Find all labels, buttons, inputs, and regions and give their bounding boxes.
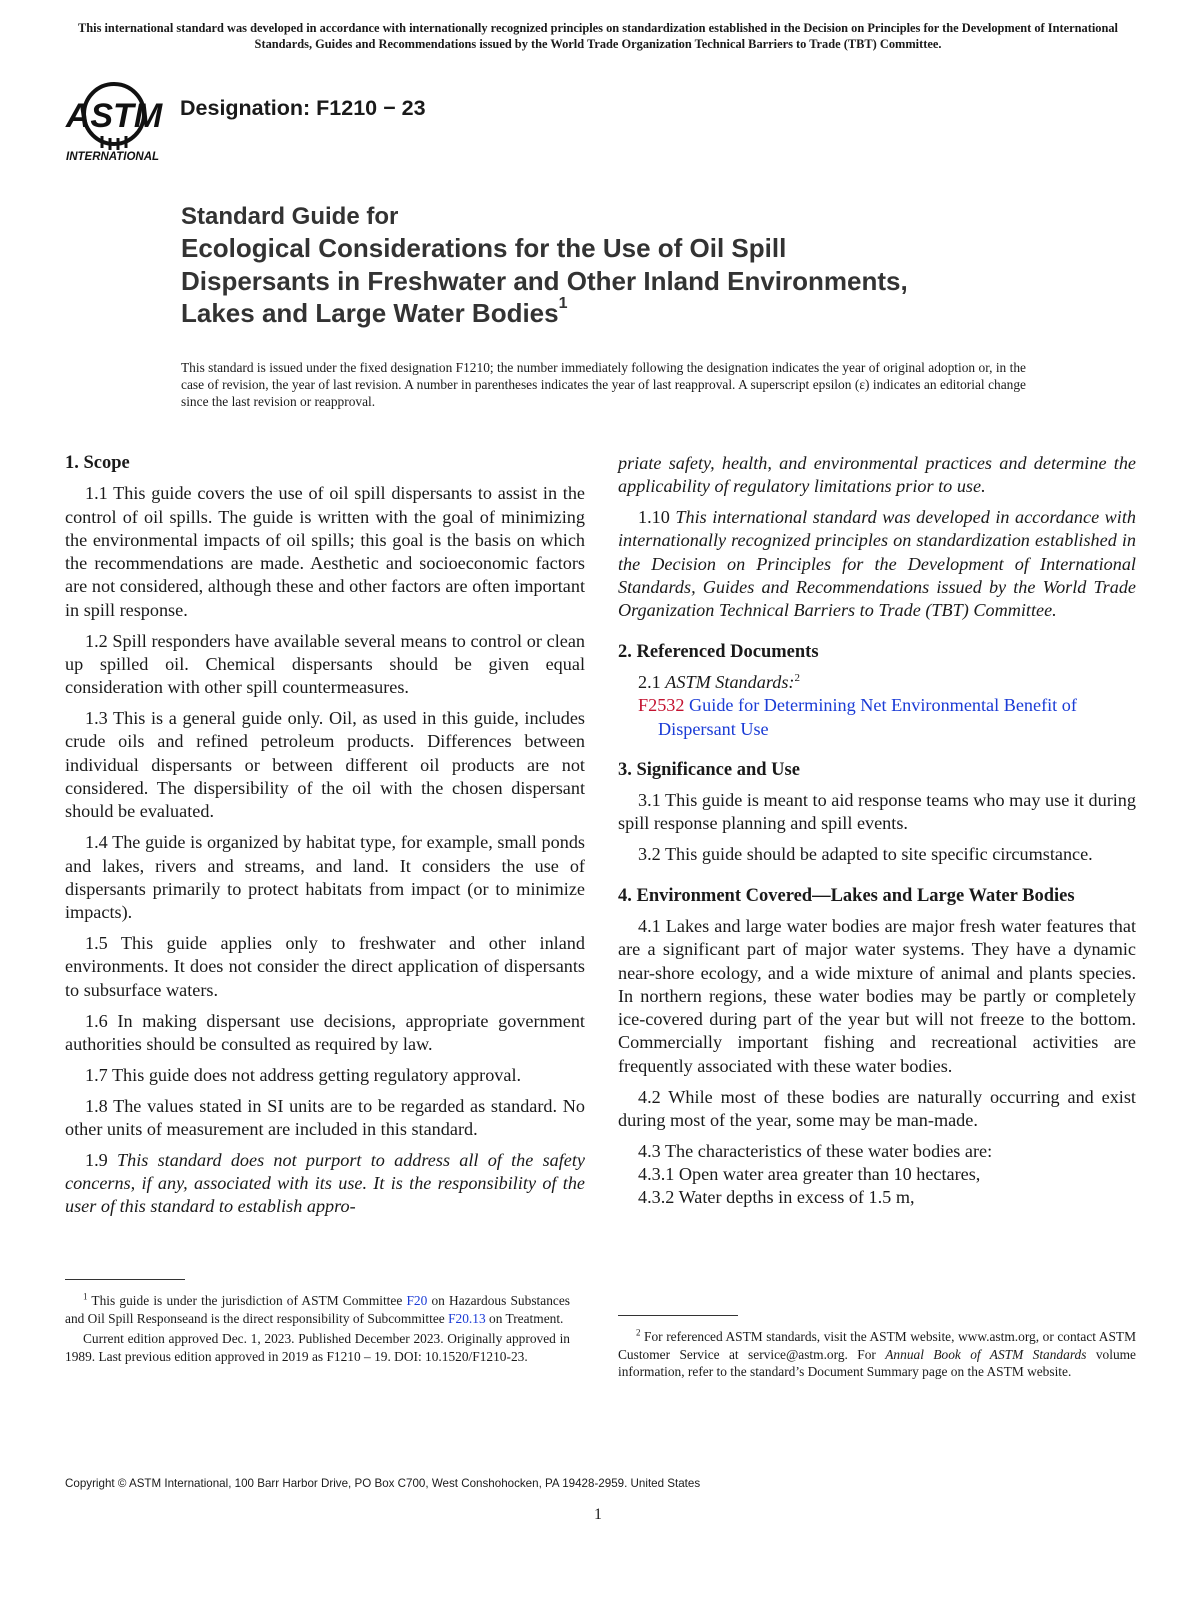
paragraph-2-1-text: ASTM Standards:: [665, 671, 795, 692]
footnote-2-mark-bottom: 2: [636, 1327, 641, 1338]
title-line-1: Ecological Considerations for the Use of Oil Spill: [181, 233, 787, 263]
paragraph-1-8: 1.8 The values stated in SI units are to be regarded as standard. No other units of measurement are included in this standard.: [65, 1095, 585, 1139]
section-heading-scope: 1. Scope: [65, 453, 130, 473]
reference-code-link[interactable]: F2532: [638, 695, 685, 716]
footnote-2: [618, 1328, 1136, 1384]
section-heading-significance: 3. Significance and Use: [618, 759, 800, 780]
footnote-1-text-b: on Hazardous Substances and Oil Spill Responseand is the direct responsibility of Subcommittee: [65, 1293, 570, 1326]
paragraph-1-9-text: This standard does not purport to address all of the safety concerns, if any, associated with its use. It is the responsibility of the user of this standard to establish appro-: [65, 1149, 585, 1217]
paragraph-2-1-number: 2.1: [638, 671, 666, 692]
designation: Designation: F1210 − 23: [180, 96, 426, 120]
paragraph-4-3-2: 4.3.2 Water depths in excess of 1.5 m,: [638, 1187, 915, 1208]
paragraph-1-6: 1.6 In making dispersant use decisions, appropriate government authorities should be consulted as required by law.: [65, 1010, 585, 1054]
footnote-1-edition: Current edition approved Dec. 1, 2023. Published December 2023. Originally approved in 1989. Last previous edition approved in 2019 as F1210 – 19. DOI: 10.1520/F1210-23.: [65, 1331, 570, 1364]
footnote-rule-left: [65, 1279, 185, 1280]
logo-lettering: ASTM: [65, 97, 163, 135]
footnote-2-mark: 2: [794, 671, 800, 684]
left-column: [65, 452, 585, 1226]
subcommittee-f20-13-link[interactable]: F20.13: [448, 1310, 486, 1326]
paragraph-4-3: 4.3 The characteristics of these water bodies are:: [638, 1140, 993, 1161]
paragraph-1-10: [618, 506, 1136, 622]
paragraph-4-2: 4.2 While most of these bodies are naturally occurring and exist during most of the year, some may be man-made.: [618, 1086, 1136, 1130]
paragraph-3-2: 3.2 This guide should be adapted to site specific circumstance.: [638, 844, 1093, 865]
footnote-1-text-c: on Treatment.: [485, 1310, 564, 1326]
paragraph-1-1: 1.1 This guide covers the use of oil spill dispersants to assist in the control of oil spills. The guide is written with the goal of minimizing the environmental impacts of oil spills; this goal is the basis on which the recommendations are made. Aesthetic and socioeconomic factors are not considered, although these and other factors are often important in spill response.: [65, 483, 585, 620]
title-footnote-mark: 1: [558, 295, 568, 313]
section-heading-environment: 4. Environment Covered—Lakes and Large Water Bodies: [618, 885, 1075, 906]
paragraph-1-3: 1.3 This is a general guide only. Oil, as used in this guide, includes crude oils and refined petroleum products. Differences between individual dispersants or between different oil products are not considered. The dispersibility of the oil with the chosen dispersant should be evaluated.: [65, 708, 585, 822]
document-title: [181, 202, 1081, 330]
section-heading-referenced-documents: 2. Referenced Documents: [618, 641, 819, 662]
astm-logo: [64, 78, 168, 166]
paragraph-4-1: 4.1 Lakes and large water bodies are major fresh water features that are a significant part of major water systems. They have a dynamic near-shore ecology, and a wide mixture of animal and plants species. In northern regions, these water bodies may be partly or completely ice-covered during part of the year but will not freeze to the bottom. Commercially important fishing and recreational activities are frequently associated with these water bodies.: [618, 915, 1136, 1076]
footnote-rule-right: [618, 1315, 738, 1316]
wto-notice: This international standard was developed in accordance with internationally recognized principles on standardization established in the Decision on Principles for the Development of International Standards, Guides and Recommendations issued by the World Trade Organization Technical Barriers to Trade (TBT) Committee.: [77, 21, 1119, 51]
title-line-3: Lakes and Large Water Bodies: [181, 298, 559, 328]
paragraph-1-4: 1.4 The guide is organized by habitat type, for example, small ponds and lakes, rivers and streams, and land. It considers the use of dispersants primarily to protect habitats from impact (or to minimize impacts).: [65, 832, 585, 923]
paragraph-1-9-continued: priate safety, health, and environmental practices and determine the applicability of regulatory limitations prior to use.: [618, 453, 1136, 497]
paragraph-1-2: 1.2 Spill responders have available several means to control or clean up spilled oil. Chemical dispersants should be given equal consideration with other spill countermeasures.: [65, 630, 585, 698]
paragraph-1-7: 1.7 This guide does not address getting regulatory approval.: [85, 1064, 522, 1085]
paragraph-1-9-number: 1.9: [85, 1149, 117, 1170]
footnote-2-text-a: For referenced ASTM standards, visit the ASTM website, www.astm.org, or contact ASTM Customer Service at service@astm.org. For: [618, 1329, 1136, 1362]
paragraph-3-1: 3.1 This guide is meant to aid response teams who may use it during spill response planning and spill events.: [618, 790, 1136, 834]
logo-subtext: INTERNATIONAL: [66, 151, 160, 163]
reference-f2532: [618, 694, 1136, 741]
title-prefix: Standard Guide for: [181, 203, 399, 230]
committee-f20-link[interactable]: F20: [406, 1293, 428, 1308]
footnote-2-text-b: volume information, refer to the standard’s Document Summary page on the ASTM website.: [618, 1346, 1137, 1379]
footnote-1: [65, 1292, 570, 1368]
paragraph-1-5: 1.5 This guide applies only to freshwater and other inland environments. It does not consider the direct application of dispersants to subsurface waters.: [65, 933, 585, 1000]
copyright-notice: Copyright © ASTM International, 100 Barr Harbor Drive, PO Box C700, West Conshohocken, PA 19428-2959. United States: [65, 1477, 701, 1490]
footnote-1-text-a: This guide is under the jurisdiction of ASTM Committee: [87, 1293, 407, 1308]
paragraph-2-1: [618, 671, 1136, 694]
title-line-2: Dispersants in Freshwater and Other Inland Environments,: [181, 265, 908, 296]
page-number: 1: [594, 1506, 602, 1523]
footnote-2-italic: Annual Book of ASTM Standards: [885, 1346, 1087, 1362]
paragraph-1-9: [65, 1149, 585, 1219]
paragraph-1-10-text: This international standard was developed in accordance with internationally recognized principles on standardization established in the Decision on Principles for the Development of International Standards, Guides and Recommendations issued by the World Trade Organization Technical Barriers to Trade (TBT) Committee.: [618, 507, 1137, 621]
issued-note: This standard is issued under the fixed designation F1210; the number immediately following the designation indicates the year of original adoption or, in the case of revision, the year of last revision. A number in parentheses indicates the year of last reapproval. A superscript epsilon (ε) indicates an editorial change since the last revision or reapproval.: [181, 360, 1026, 409]
paragraph-4-3-1: 4.3.1 Open water area greater than 10 hectares,: [638, 1164, 981, 1185]
footnote-1-mark: 1: [83, 1291, 88, 1302]
paragraph-1-10-number: 1.10: [638, 507, 676, 528]
reference-title-link[interactable]: Guide for Determining Net Environmental Benefit of Dispersant Use: [658, 695, 1077, 739]
right-column: [618, 452, 1136, 1210]
